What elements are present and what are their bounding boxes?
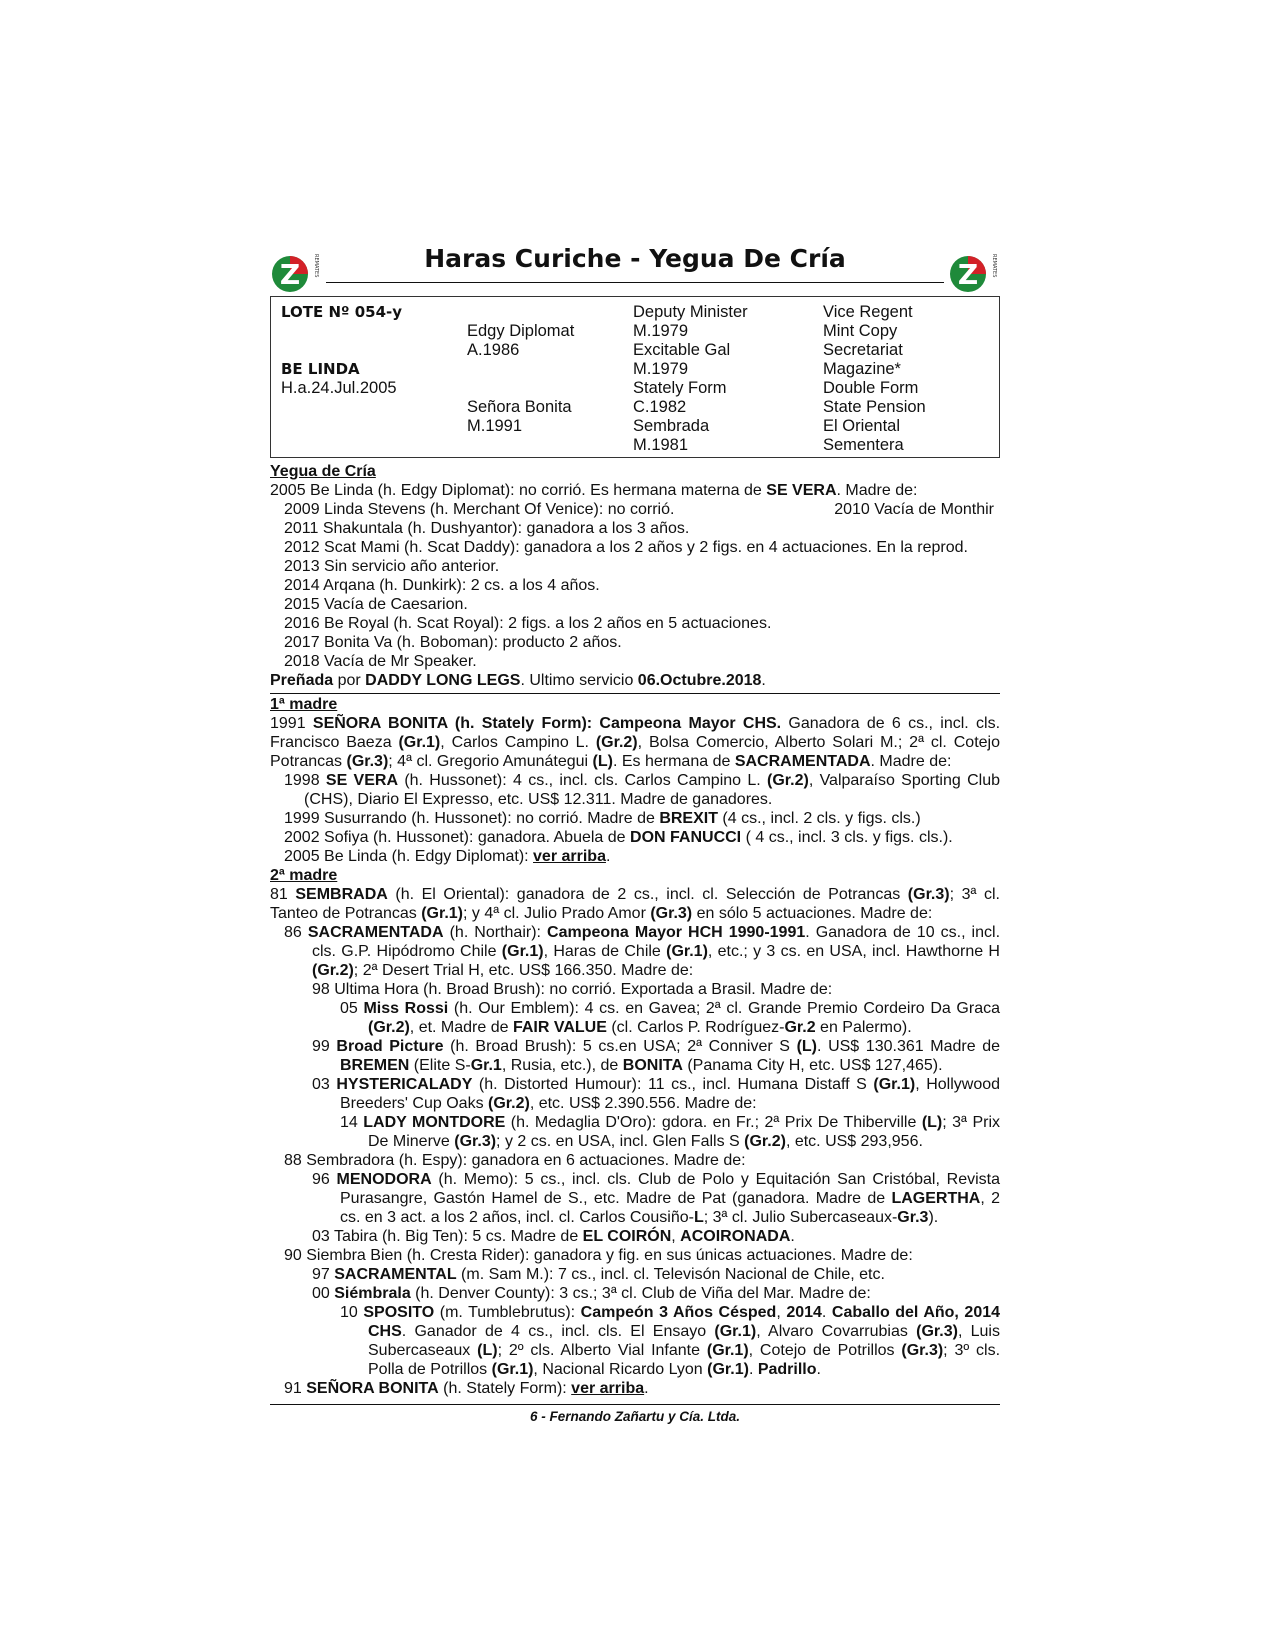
horse-birth: H.a.24.Jul.2005: [281, 379, 397, 397]
text-run: (m. Tumblebrutus):: [434, 1304, 581, 1321]
section-heading: 2ª madre: [270, 867, 338, 884]
text-run: (Gr.3): [650, 905, 693, 922]
great-grandparent-cell: Sementera: [823, 436, 904, 454]
text-run: 2002 Sofiya (h. Hussonet): ganadora. Abuela de: [284, 829, 631, 846]
text-run: (Gr.1): [666, 943, 708, 960]
text-run: 03 Tabira (h. Big Ten): 5 cs. Madre de: [312, 1228, 583, 1245]
produce-line: 2009 Linda Stevens (h. Merchant Of Venice): no corrió. 2010 Vacía de Monthir: [284, 501, 994, 518]
text-run: ).: [928, 1209, 939, 1226]
text-run: 2005 Be Linda (h. Edgy Diplomat):: [284, 848, 534, 865]
text-run: Caballo del Año, 2014 CHS: [368, 1304, 1001, 1340]
text-run: 96: [312, 1171, 337, 1188]
produce-entry: [270, 771, 1000, 809]
text-run: 1998: [284, 772, 326, 789]
produce-line: 2018 Vacía de Mr Speaker.: [284, 653, 477, 670]
text-run: (h. Broad Brush): 5 cs.en USA; 2ª Conniver S: [443, 1038, 797, 1055]
text-run: Ganadora de 6 cs., incl. cls. Francisco Baeza: [270, 715, 1001, 751]
text-run: (h. Stately Form):: [438, 1380, 572, 1397]
pedigree-table: [270, 296, 1000, 458]
footer-rule: [270, 1404, 1000, 1405]
svg-text:REMATES: REMATES: [991, 254, 997, 278]
text-run: Campeona Mayor CHS.: [599, 715, 782, 732]
great-grandparent-cell: Magazine*: [823, 360, 901, 378]
text-run: ,: [776, 1304, 787, 1321]
text-run: , etc.; y 3 cs. en USA, incl. Hawthorne H: [707, 943, 1000, 960]
sire-name: Edgy Diplomat: [467, 322, 575, 340]
text-run: SE VERA: [325, 772, 399, 789]
text-run: ; 3º cls. Polla de Potrillos: [368, 1342, 1001, 1378]
text-run: , Alvaro Covarrubias: [756, 1323, 917, 1340]
produce-entry: [270, 1379, 1000, 1398]
produce-entry: [270, 999, 1000, 1037]
yegua-section: [270, 462, 1000, 694]
text-run: ; 2ª Desert Trial H, etc. US$ 166.350. Madre de:: [353, 962, 694, 979]
text-run: 91: [284, 1380, 307, 1397]
svg-text:Z: Z: [279, 258, 301, 291]
produce-line: 2016 Be Royal (h. Scat Royal): 2 figs. a los 2 años en 5 actuaciones.: [284, 615, 772, 632]
sire-year: A.1986: [467, 341, 520, 359]
remates-logo-right: [948, 248, 1000, 296]
text-run: (h. Northair):: [443, 924, 548, 941]
remates-logo-left: [270, 248, 322, 296]
text-run: LADY MONTDORE: [363, 1114, 506, 1131]
text-run: , Luis Subercaseaux: [368, 1323, 1000, 1359]
text-run: , etc. US$ 2.390.556. Madre de:: [529, 1095, 757, 1112]
text-run: L: [693, 1209, 704, 1226]
great-grandparent-cell: Mint Copy: [823, 322, 898, 340]
text-run: EL COIRÓN: [582, 1228, 672, 1245]
text-run: (Gr.1): [707, 1361, 749, 1378]
text-run: , etc. US$ 293,956.: [785, 1133, 923, 1150]
title-rule: [326, 282, 944, 283]
text-run: DON FANUCCI: [630, 829, 742, 846]
text-run: (h. El Oriental): ganadora de 2 cs., incl. cl. Selección de Potrancas: [387, 886, 908, 903]
great-grandparent-cell: Double Form: [823, 379, 919, 397]
yegua-intro: 2005 Be Linda (h. Edgy Diplomat): no corrió. Es hermana materna de SE VERA. Madre de:: [270, 482, 918, 499]
text-run: MENODORA: [336, 1171, 432, 1188]
text-run: (Elite S-: [409, 1057, 471, 1074]
text-run: (Gr.2): [488, 1095, 530, 1112]
text-run: (Gr.2): [368, 1019, 410, 1036]
document-page: [270, 240, 1000, 1424]
text-run: FAIR VALUE: [512, 1019, 607, 1036]
text-run: (Gr.1): [398, 734, 441, 751]
header: [270, 240, 1000, 296]
text-run: , Rusia, etc.), de: [501, 1057, 623, 1074]
produce-entry: [270, 1265, 1000, 1284]
grandparent-cell: M.1979: [633, 322, 689, 340]
text-run: . Es hermana de: [612, 753, 735, 770]
pedigree-col-parents: [467, 303, 574, 436]
text-run: 00: [312, 1285, 335, 1302]
text-run: Campeón 3 Años Césped: [580, 1304, 777, 1321]
text-run: 14: [340, 1114, 364, 1131]
produce-line: 2013 Sin servicio año anterior.: [284, 558, 500, 575]
produce-entry: [270, 1075, 1000, 1113]
text-run: ; y 2 cs. en USA, incl. Glen Falls S: [496, 1133, 745, 1150]
text-run: (h. Memo): 5 cs., incl. cls. Club de Polo y Equitación San Cristóbal, Revista Purasangre, Gastón Hamel de S., etc. Madre de Pat (ganadora. Madre de: [340, 1171, 1001, 1207]
page-title: Haras Curiche - Yegua De Cría: [424, 244, 846, 273]
grandparent-cell: C.1982: [633, 398, 687, 416]
text-run: 1991: [270, 715, 313, 732]
text-run: BONITA: [622, 1057, 683, 1074]
text-run: Gr.1: [470, 1057, 502, 1074]
grandparent-cell: M.1981: [633, 436, 689, 454]
produce-entry: [270, 1284, 1000, 1303]
text-run: (L): [592, 753, 613, 770]
text-run: (Gr.3): [454, 1133, 497, 1150]
dam-year: M.1991: [467, 417, 523, 435]
text-run: ; 2º cls. Alberto Vial Infante: [497, 1342, 707, 1359]
pedigree-col-horse: [281, 303, 402, 398]
text-run: en sólo 5 actuaciones. Madre de:: [692, 905, 933, 922]
text-run: SEÑORA BONITA: [312, 715, 448, 732]
produce-entry: [270, 1170, 1000, 1227]
text-run: (Gr.1): [873, 1076, 916, 1093]
text-run: SEÑORA BONITA: [306, 1380, 439, 1397]
text-run: , Haras de Chile: [543, 943, 667, 960]
great-grandparent-cell: Vice Regent: [823, 303, 913, 321]
text-run: 97: [312, 1266, 335, 1283]
text-run: (Panama City H, etc. US$ 127,465).: [682, 1057, 943, 1074]
text-run: Miss Rossi: [363, 1000, 449, 1017]
text-run: HYSTERICALADY: [336, 1076, 473, 1093]
text-run: SACRAMENTADA: [734, 753, 871, 770]
text-run: SEMBRADA: [295, 886, 388, 903]
text-run: (Gr.3): [346, 753, 389, 770]
text-run: Padrillo: [757, 1361, 817, 1378]
text-run: (Gr.1): [491, 1361, 534, 1378]
great-grandparent-cell: Secretariat: [823, 341, 903, 359]
text-run: ACOIRONADA: [680, 1228, 791, 1245]
produce-entry: [270, 1151, 1000, 1170]
text-run: ver arriba: [571, 1380, 645, 1397]
text-run: (h. Medaglia D'Oro): gdora. en Fr.; 2ª Prix De Thiberville: [505, 1114, 922, 1131]
great-grandparent-cell: State Pension: [823, 398, 926, 416]
text-run: .: [644, 1380, 649, 1397]
produce-entry: [270, 1113, 1000, 1151]
text-run: , Nacional Ricardo Lyon: [533, 1361, 708, 1378]
produce-entry: [270, 1246, 1000, 1265]
text-run: (m. Sam M.): 7 cs., incl. cl. Televisón Nacional de Chile, etc.: [456, 1266, 885, 1283]
text-run: (Gr.2): [312, 962, 354, 979]
text-run: Campeona Mayor HCH 1990-1991: [547, 924, 806, 941]
text-run: ; 3ª cl. Julio Subercaseaux-: [703, 1209, 898, 1226]
text-run: , Cotejo de Potrillos: [748, 1342, 902, 1359]
produce-entry: [270, 847, 1000, 866]
text-run: Broad Picture: [336, 1038, 444, 1055]
text-run: (Gr.1): [421, 905, 464, 922]
text-run: .: [605, 848, 611, 865]
text-run: (Gr.1): [706, 1342, 749, 1359]
text-run: BREXIT: [659, 810, 718, 827]
produce-entry: [270, 980, 1000, 999]
svg-text:Z: Z: [957, 258, 979, 291]
text-run: 10: [340, 1304, 364, 1321]
text-run: ,: [671, 1228, 681, 1245]
text-run: LAGERTHA: [891, 1190, 981, 1207]
produce-line: 2015 Vacía de Caesarion.: [284, 596, 468, 613]
page-footer: 6 - Fernando Zañartu y Cía. Ltda.: [529, 1409, 741, 1424]
text-run: SPOSITO: [363, 1304, 435, 1321]
text-run: . Ganadora de 10 cs., incl. cls. G.P. Hipódromo Chile: [312, 924, 1001, 960]
madre-paragraph: [270, 885, 1000, 923]
text-run: 1999 Susurrando (h. Hussonet): no corrió. Madre de: [284, 810, 660, 827]
text-run: , Valparaíso Sporting Club (CHS), Diario El Expresso, etc. US$ 12.311. Madre de ganadores.: [304, 772, 1000, 808]
grandparent-cell: Deputy Minister: [633, 303, 748, 321]
text-run: Gr.3: [897, 1209, 929, 1226]
grandparent-cell: Sembrada: [633, 417, 710, 435]
lot-number: LOTE Nº 054-y: [281, 303, 403, 321]
text-run: SACRAMENTADA: [307, 924, 444, 941]
text-run: SACRAMENTAL: [334, 1266, 457, 1283]
great-grandparent-cell: El Oriental: [823, 417, 901, 435]
text-run: (Gr.1): [501, 943, 544, 960]
produce-entry: [270, 1227, 1000, 1246]
horse-name: BE LINDA: [281, 360, 360, 378]
dam-name: Señora Bonita: [467, 398, 572, 416]
text-run: (Gr.3): [901, 1342, 944, 1359]
madre-paragraph: [270, 714, 1000, 771]
text-run: 90 Siembra Bien (h. Cresta Rider): ganadora y fig. en sus únicas actuaciones. Madre de:: [284, 1247, 913, 1264]
text-run: 98 Ultima Hora (h. Broad Brush): no corrió. Exportada a Brasil. Madre de:: [312, 981, 833, 998]
text-run: ; 4ª cl. Gregorio Amunátegui: [388, 753, 593, 770]
text-run: (h. Stately Form):: [447, 715, 600, 732]
produce-entry: [270, 1303, 1000, 1379]
text-run: ; 3ª cl. Tanteo de Potrancas: [270, 886, 1000, 922]
grandparent-cell: Stately Form: [633, 379, 727, 397]
text-run: .: [790, 1228, 795, 1245]
pedigree-col-grandparents: [633, 303, 748, 455]
produce-entry: [270, 828, 1000, 847]
grandparent-cell: M.1979: [633, 360, 689, 378]
text-run: , Bolsa Comercio, Alberto Solari M.; 2ª cl. Cotejo Potrancas: [270, 734, 1000, 770]
text-run: , et. Madre de: [409, 1019, 513, 1036]
text-run: . Ganador de 4 cs., incl. cls. El Ensayo: [401, 1323, 715, 1340]
text-run: (L): [921, 1114, 943, 1131]
madre1-section: [270, 695, 1000, 866]
text-run: 88 Sembradora (h. Espy): ganadora en 6 actuaciones. Madre de:: [284, 1152, 746, 1169]
grandparent-cell: Excitable Gal: [633, 341, 731, 359]
text-run: ; y 4ª cl. Julio Prado Amor: [463, 905, 651, 922]
text-run: BREMEN: [340, 1057, 410, 1074]
text-run: (L): [477, 1342, 498, 1359]
text-run: ver arriba: [533, 848, 606, 865]
text-run: 03: [312, 1076, 337, 1093]
svg-text:REMATES: REMATES: [313, 254, 319, 278]
text-run: 05: [340, 1000, 364, 1017]
text-run: (Gr.2): [767, 772, 809, 789]
produce-entry: [270, 809, 1000, 828]
text-run: .: [821, 1304, 832, 1321]
text-run: en Palermo).: [815, 1019, 912, 1036]
produce-line: 2012 Scat Mami (h. Scat Daddy): ganadora a los 2 años y 2 figs. en 4 actuaciones. En la reprod.: [284, 539, 968, 556]
text-run: . US$ 130.361 Madre de: [817, 1038, 1001, 1055]
text-run: (Gr.3): [916, 1323, 958, 1340]
text-run: Siémbrala: [334, 1285, 411, 1302]
pregnancy-line: Preñada por DADDY LONG LEGS. Ultimo servicio 06.Octubre.2018.: [270, 672, 766, 689]
produce-line: 2017 Bonita Va (h. Boboman): producto 2 años.: [284, 634, 622, 651]
produce-line: 2011 Shakuntala (h. Dushyantor): ganadora a los 3 años.: [284, 520, 690, 537]
text-run: (h. Hussonet): 4 cs., incl. cls. Carlos Campino L.: [398, 772, 768, 789]
text-run: 81: [270, 886, 296, 903]
text-run: , Hollywood Breeders' Cup Oaks: [340, 1076, 1001, 1112]
produce-entry: [270, 923, 1000, 980]
produce-entry: [270, 1037, 1000, 1075]
text-run: (L): [796, 1038, 818, 1055]
text-run: (h. Our Emblem): 4 cs. en Gavea; 2ª cl. Grande Premio Cordeiro Da Graca: [448, 1000, 1001, 1017]
section-heading: Yegua de Cría: [270, 463, 376, 480]
text-run: 2014: [786, 1304, 822, 1321]
text-run: (h. Denver County): 3 cs.; 3ª cl. Club de Viña del Mar. Madre de:: [410, 1285, 871, 1302]
text-run: (Gr.3): [907, 886, 950, 903]
text-run: 99: [312, 1038, 337, 1055]
text-run: (Gr.1): [714, 1323, 757, 1340]
madre2-section: [270, 866, 1000, 1398]
text-run: (Gr.2): [595, 734, 638, 751]
produce-line: 2014 Arqana (h. Dunkirk): 2 cs. a los 4 años.: [284, 577, 600, 594]
text-run: .: [816, 1361, 821, 1378]
text-run: (cl. Carlos P. Rodríguez-: [606, 1019, 785, 1036]
section-heading: 1ª madre: [270, 696, 338, 713]
text-run: , 2 cs. en 3 act. a los 2 años, incl. cl. Carlos Cousiño-: [340, 1190, 1000, 1226]
text-run: (h. Distorted Humour): 11 cs., incl. Humana Distaff S: [472, 1076, 874, 1093]
text-run: (Gr.2): [744, 1133, 786, 1150]
text-run: .: [748, 1361, 758, 1378]
text-run: ; 3ª Prix De Minerve: [368, 1114, 1000, 1150]
text-run: ( 4 cs., incl. 3 cls. y figs. cls.).: [741, 829, 953, 846]
text-run: . Madre de:: [870, 753, 952, 770]
text-run: , Carlos Campino L.: [440, 734, 596, 751]
text-run: Gr.2: [784, 1019, 816, 1036]
section-divider: [270, 693, 1000, 694]
text-run: (4 cs., incl. 2 cls. y figs. cls.): [717, 810, 921, 827]
text-run: 86: [284, 924, 308, 941]
pedigree-col-great-grandparents: [823, 303, 926, 455]
